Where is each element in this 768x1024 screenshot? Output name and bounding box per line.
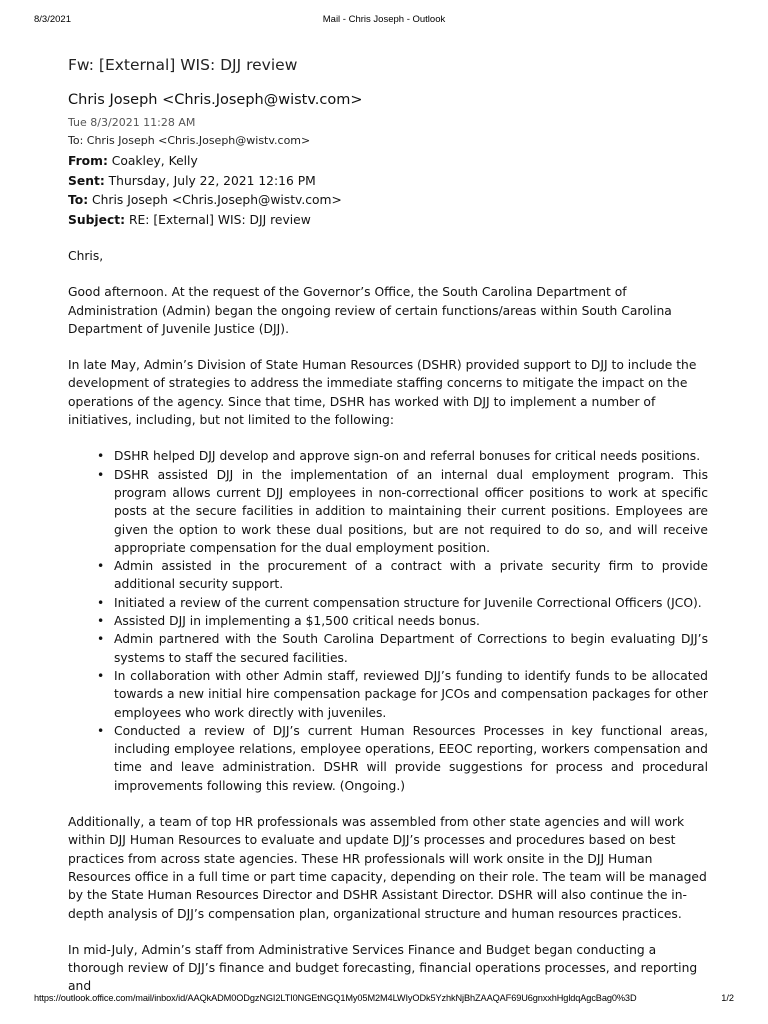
forwarded-to xyxy=(68,191,708,211)
email-subject: Fw: [External] WIS: DJJ review xyxy=(68,56,298,74)
list-item: • Initiated a review of the current compensation structure for Juvenile Correctional Officers (JCO). xyxy=(114,594,708,612)
email-recipients: To: Chris Joseph <Chris.Joseph@wistv.com> xyxy=(68,134,311,147)
forwarded-sent-label: Sent: xyxy=(68,173,105,188)
list-item: • Admin assisted in the procurement of a contract with a private security firm to provide additional security support. xyxy=(114,557,708,594)
list-item: • Assisted DJJ in implementing a $1,500 critical needs bonus. xyxy=(114,612,708,630)
forwarded-subject-label: Subject: xyxy=(68,212,126,227)
paragraph-finance-review: In mid-July, Admin’s staff from Administrative Services Finance and Budget began conducting a thorough review of DJJ’s finance and budget forecasting, financial operations processes, and reporting and xyxy=(68,942,698,994)
print-date: 8/3/2021 xyxy=(34,14,71,25)
list-item: • DSHR assisted DJJ in the implementation of an internal dual employment program. This program allows current DJJ employees in non-correctional officer positions to work at specific posts at the secure facilities in addition to maintaining their current positions. Employees are given the option to work these dual positions, but are not required to do so, and will receive appropriate compensation for the dual employment position. xyxy=(114,466,708,557)
paragraph-hr-team: Additionally, a team of top HR professionals was assembled from other state agencies and will work within DJJ Human Resources to evaluate and update DJJ’s processes and procedures based on best practices from across state agencies. These HR professionals will work onsite in the DJJ Human Resources office in a full time or part time capacity, depending on their role. The team will be managed by the State Human Resources Director and DSHR Assistant Director. DSHR will also continue the in-depth analysis of DJJ’s compensation plan, organizational structure and human resources practices. xyxy=(68,815,707,921)
print-url: https://outlook.office.com/mail/inbox/id/AAQkADM0ODgzNGI2LTI0NGEtNGQ1My05M2M4LWIyODk5YzhkNjBhZAAQAF69U6gnxxhHgldqAgcBag0%3D xyxy=(34,993,637,1003)
forwarded-sent xyxy=(68,172,708,192)
email-timestamp: Tue 8/3/2021 11:28 AM xyxy=(68,116,196,129)
forwarded-subject xyxy=(68,211,708,231)
email-content xyxy=(68,56,708,996)
forwarded-from-label: From: xyxy=(68,154,108,168)
print-header xyxy=(0,14,768,28)
forwarded-from xyxy=(68,152,708,172)
forwarded-sent-value: Thursday, July 22, 2021 12:16 PM xyxy=(104,173,316,188)
forwarded-from-value: Coakley, Kelly xyxy=(107,154,198,168)
initiatives-list xyxy=(68,447,708,795)
paragraph-intro: Good afternoon. At the request of the Governor’s Office, the South Carolina Department of Administration (Admin) began the ongoing review of certain functions/areas within South Carolina Department of Juvenile Justice (DJJ). xyxy=(68,285,672,336)
print-title: Mail - Chris Joseph - Outlook xyxy=(322,14,446,25)
list-item: • In collaboration with other Admin staff, reviewed DJJ’s funding to identify funds to be allocated towards a new initial hire compensation package for JCOs and compensation packages for other employees who work directly with juveniles. xyxy=(114,667,708,722)
list-item: • DSHR helped DJJ develop and approve sign-on and referral bonuses for critical needs positions. xyxy=(114,447,708,465)
email-sender[interactable]: Chris Joseph <Chris.Joseph@wistv.com> xyxy=(68,92,363,108)
forwarded-subject-value: RE: [External] WIS: DJJ review xyxy=(125,212,311,227)
paragraph-dshr-support: In late May, Admin’s Division of State Human Resources (DSHR) provided support to DJJ to include the development of strategies to address the immediate staffing concerns to mitigate the impact on the operations of the agency. Since that time, DSHR has worked with DJJ to implement a number of initiatives, including, but not limited to the following: xyxy=(68,358,697,428)
greeting: Chris, xyxy=(68,249,104,263)
forwarded-to-value: Chris Joseph <Chris.Joseph@wistv.com> xyxy=(88,193,342,207)
list-item: • Admin partnered with the South Carolina Department of Corrections to begin evaluating DJJ’s systems to staff the secured facilities. xyxy=(114,630,708,667)
print-footer xyxy=(0,993,768,1007)
page-number: 1/2 xyxy=(721,993,734,1003)
list-item: • Conducted a review of DJJ’s current Human Resources Processes in key functional areas, including employee relations, employee operations, EEOC reporting, workers compensation and time and leave administration. DSHR will provide suggestions for process and procedural improvements following this review. (Ongoing.) xyxy=(114,722,708,795)
forwarded-to-label: To: xyxy=(68,193,89,207)
